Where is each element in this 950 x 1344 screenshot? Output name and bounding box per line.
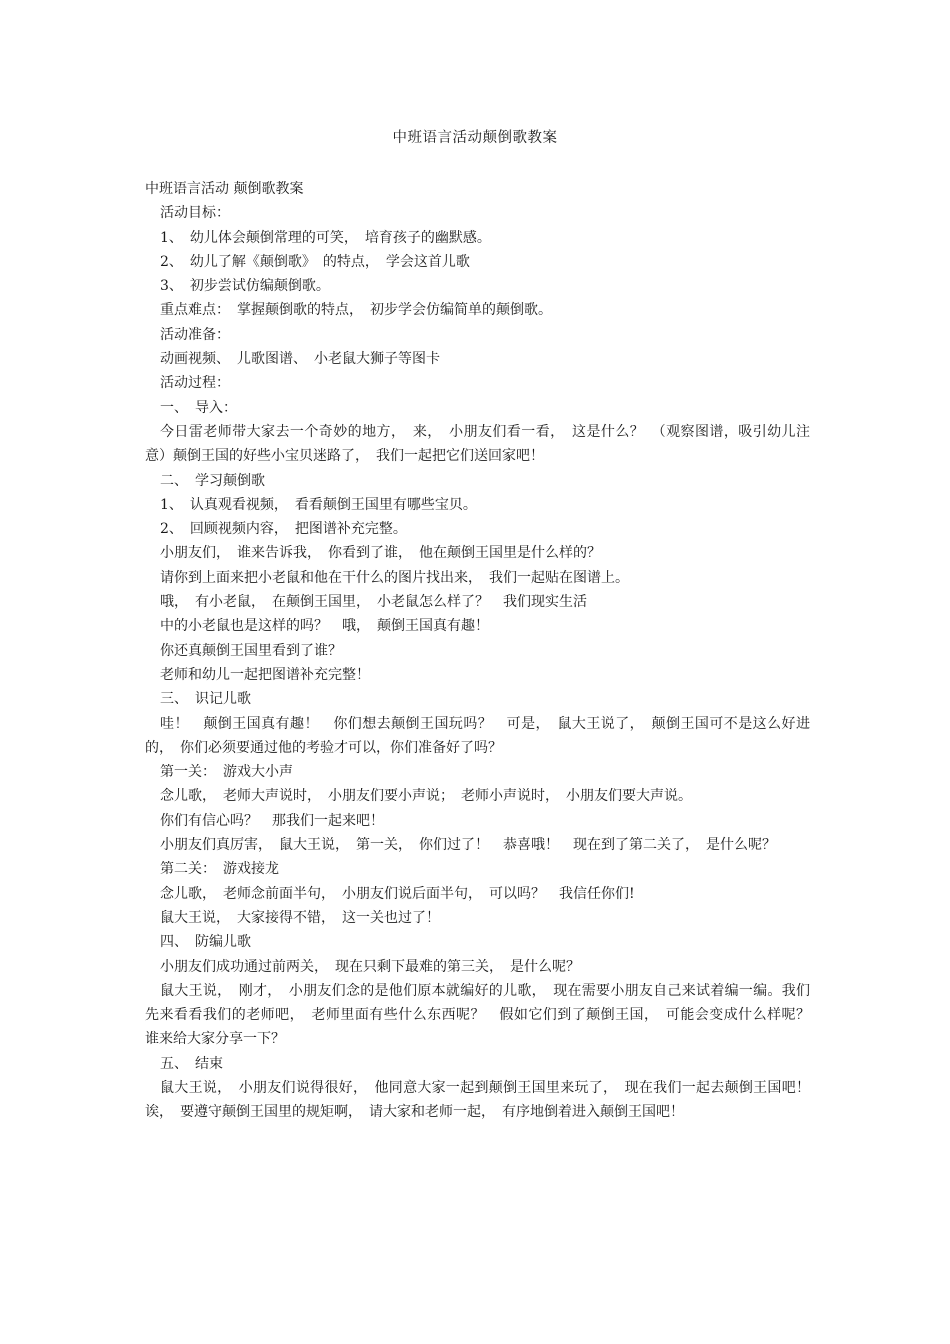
text-line: 三、 识记儿歌: [160, 691, 251, 708]
text-line: 第二关： 游戏接龙: [160, 861, 279, 878]
text-line: 哦， 有小老鼠， 在颠倒王国里， 小老鼠怎么样了？ 我们现实生活: [160, 594, 587, 611]
text-line: 2、 回顾视频内容， 把图谱补充完整。: [160, 521, 407, 538]
text-line: 中班语言活动 颠倒歌教案: [145, 181, 304, 197]
text-line: 你们有信心吗？ 那我们一起来吧！: [160, 812, 384, 829]
text-line: 中的小老鼠也是这样的吗？ 哦， 颠倒王国真有趣！: [160, 618, 489, 635]
paragraph: 小朋友们真厉害， 鼠大王说， 第一关， 你们过了！ 恭喜哦！ 现在到了第二关了， 是什么呢？: [160, 837, 776, 854]
text-line: 小朋友们成功通过前两关， 现在只剩下最难的第三关， 是什么呢？: [160, 958, 580, 975]
paragraph: 今日雷老师带大家去一个奇妙的地方， 来， 小朋友们看一看， 这是什么？ （观察图谱，吸引幼儿注意）颠倒王国的好些小宝贝迷路了， 我们一起把它们送回家吧！: [145, 423, 810, 465]
text-line: 念儿歌， 老师念前面半句， 小朋友们说后面半句， 可以吗？ 我信任你们!: [160, 885, 635, 902]
text-line: 第一关： 游戏大小声: [160, 764, 293, 781]
text-line: 1、 幼儿体会颠倒常理的可笑， 培育孩子的幽默感。: [160, 229, 491, 246]
paragraph: 哇！ 颠倒王国真有趣！ 你们想去颠倒王国玩吗？ 可是， 鼠大王说了， 颠倒王国可不是这么好进的， 你们必须要通过他的考验才可以，你们准备好了吗？: [145, 715, 810, 756]
text-line: 活动过程：: [160, 375, 230, 392]
text-line: 请你到上面来把小老鼠和他在干什么的图片找出来， 我们一起贴在图谱上。: [160, 569, 629, 586]
paragraph: 鼠大王说， 刚才， 小朋友们念的是他们原本就编好的儿歌， 现在需要小朋友自己来试着编一编。我们先来看看我们的老师吧， 老师里面有些什么东西呢？ 假如它们到了颠倒王国， 可能会变成什么样呢？ 谁来给大家分享一下？: [145, 982, 824, 1048]
text-line: 你还真颠倒王国里看到了谁？: [160, 642, 342, 659]
text-line: 四、 防编儿歌: [160, 934, 251, 951]
text-line: 老师和幼儿一起把图谱补充完整！: [160, 666, 370, 683]
text-line: 活动目标：: [160, 205, 230, 222]
text-line: 小朋友们， 谁来告诉我， 你看到了谁， 他在颠倒王国里是什么样的？: [160, 545, 601, 562]
text-line: 念儿歌， 老师大声说时， 小朋友们要小声说； 老师小声说时， 小朋友们要大声说。: [160, 788, 692, 805]
text-line: 3、 初步尝试仿编颠倒歌。: [160, 278, 330, 295]
text-line: 五、 结束: [160, 1055, 223, 1072]
text-line: 一、 导入：: [160, 399, 237, 416]
page-title: 中班语言活动颠倒歌教案: [392, 130, 558, 146]
document-body: [145, 177, 824, 1125]
text-line: 动画视频、 儿歌图谱、 小老鼠大狮子等图卡: [160, 351, 440, 368]
paragraph: 鼠大王说， 小朋友们说得很好， 他同意大家一起到颠倒王国里来玩了， 现在我们一起去颠倒王国吧！诶， 要遵守颠倒王国里的规矩啊， 请大家和老师一起， 有序地倒着进入颠倒王国吧！: [145, 1079, 810, 1121]
text-line: 二、 学习颠倒歌: [160, 472, 265, 489]
text-line: 重点难点： 掌握颠倒歌的特点， 初步学会仿编简单的颠倒歌。: [160, 302, 552, 319]
text-line: 活动准备：: [160, 326, 230, 343]
text-line: 鼠大王说， 大家接得不错， 这一关也过了！: [160, 909, 440, 926]
text-line: 1、 认真观看视频， 看看颠倒王国里有哪些宝贝。: [160, 496, 477, 513]
text-line: 2、 幼儿了解《颠倒歌》 的特点， 学会这首儿歌: [160, 253, 470, 270]
